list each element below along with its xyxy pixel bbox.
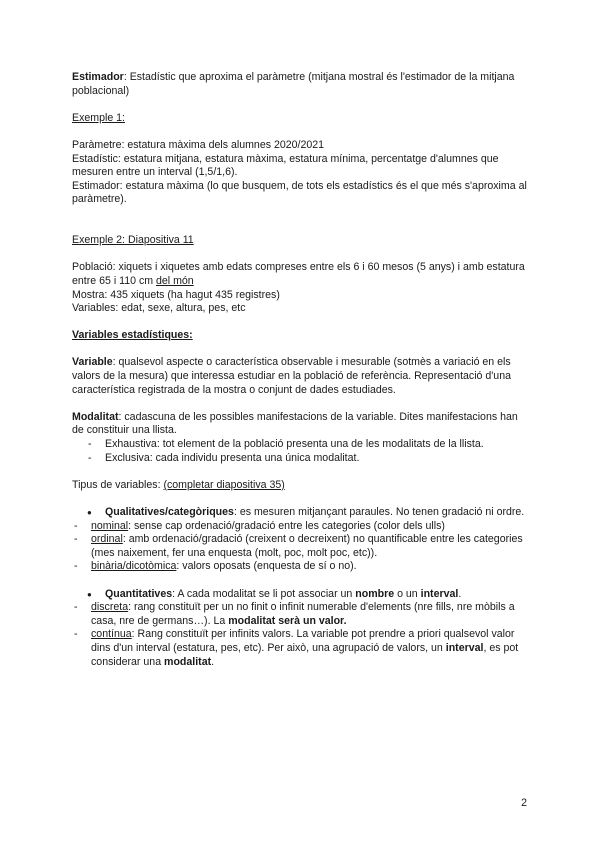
variable-definition: Variable: qualsevol aspecte o característica observable i mesurable (sotmès a variació en els valors de la mesura) que interessa estudiar en la població de referència. Representació d'una característica registrada de la mostra o conjunt de dades estudiades.: [72, 356, 511, 396]
qualitatives-term: Qualitatives/categòriques: [105, 506, 234, 518]
exemple1-estimador: Estimador: estatura màxima (lo que busquem, de tots els estadístics és el que més s'aproxima al paràmetre).: [72, 179, 527, 206]
exemple1-parametre: Paràmetre: estatura màxima dels alumnes 2020/2021: [72, 138, 325, 151]
exemple1-estadistic: Estadístic: estatura mitjana, estatura màxima, estatura mínima, percentatge d'alumnes que mesuren entre un interval (1,5/1,6).: [72, 152, 499, 179]
page-number: 2: [521, 797, 527, 809]
quantitatives-term: Quantitatives: [105, 587, 173, 600]
exemple2-variables: Variables: edat, sexe, altura, pes, etc: [72, 302, 246, 315]
list-item: - Exclusiva: cada individu presenta una única modalitat.: [86, 452, 532, 466]
modalitat-definition: Modalitat: cadascuna de les possibles manifestacions de la variable. Dites manifestacions han de constituir una llista.: [72, 410, 518, 437]
list-item: - Exhaustiva: tot element de la població presenta una de les modalitats de la llista.: [86, 438, 532, 452]
qualitatives-list: [72, 520, 532, 574]
completar-diapositiva-link[interactable]: (completar diapositiva 35): [163, 478, 285, 491]
qualitatives-bullet: ● Qualitatives/categòriques: es mesuren mitjançant paraules. No tenen gradació ni ordre.: [86, 506, 532, 520]
quantitatives-bullet: ● Quantitatives: A cada modalitat se li pot associar un nombre o un interval.: [86, 588, 532, 602]
variable-term: Variable: [72, 356, 113, 369]
list-item: - binària/dicotòmica: valors oposats (enquesta de sí o no).: [72, 560, 532, 574]
variables-heading: Variables estadístiques:: [72, 329, 193, 342]
modalitat-term: Modalitat: [72, 410, 119, 423]
list-item: - contínua: Rang constituït per infinits valors. La variable pot prendre a priori qualsevol valor dins d'un interval (estatura, pes, etc). Per això, una agrupació de valors, un interval, es pot considerar una modalitat.: [72, 628, 532, 669]
modalitat-list: [86, 438, 532, 465]
del-mon-link[interactable]: del món: [156, 274, 194, 287]
list-item: - nominal: sense cap ordenació/gradació entre les categories (color dels ulls): [72, 520, 532, 534]
estimador-definition: Estimador: Estadístic que aproxima el paràmetre (mitjana mostral és l'estimador de la mitjana poblacional): [72, 71, 515, 97]
exemple2-poblacio: Població: xiquets i xiquetes amb edats compreses entre els 6 i 60 mesos (5 anys) i amb estatura entre 65 i 110 cm del món: [72, 261, 525, 287]
quantitatives-list: [72, 601, 532, 669]
exemple2-heading: Exemple 2: Diapositiva 11: [72, 234, 194, 247]
exemple2-mostra: Mostra: 435 xiquets (ha hagut 435 registres): [72, 288, 280, 301]
estimador-term: Estimador: [72, 71, 124, 83]
list-item: - ordinal: amb ordenació/gradació (creixent o decreixent) no quantificable entre les categories (mes naixement, fer una enquesta (molt, poc, molt poc, etc)).: [72, 533, 532, 560]
document-page: [72, 71, 532, 669]
list-item: - discreta: rang constituït per un no finit o infinit numerable d'elements (nre fills, nre mòbils a casa, nre de germans…). La modalitat serà un valor.: [72, 601, 532, 628]
tipus-variables: Tipus de variables: (completar diapositiva 35): [72, 478, 285, 491]
exemple1-heading: Exemple 1:: [72, 111, 125, 124]
